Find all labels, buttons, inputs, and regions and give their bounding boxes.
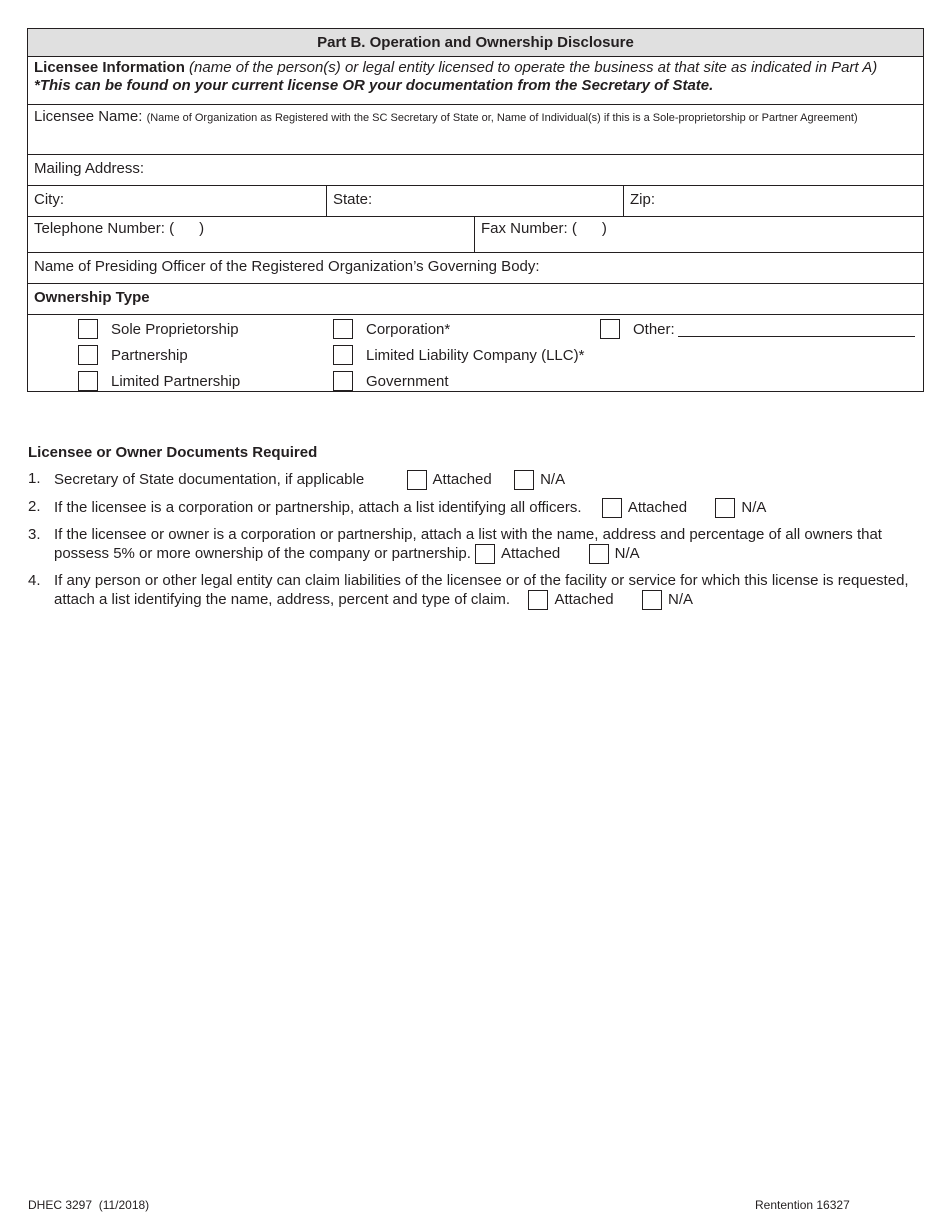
- telephone-label: Telephone Number: ( ): [34, 220, 205, 237]
- na-label: N/A: [741, 499, 767, 516]
- checkbox[interactable]: [514, 470, 534, 490]
- document-item-1: [28, 470, 918, 490]
- item-text: If the licensee is a corporation or partnership, attach a list identifying all officers.: [54, 498, 582, 516]
- na-checkbox-1[interactable]: [514, 470, 565, 490]
- checkbox[interactable]: [78, 319, 98, 339]
- checkbox[interactable]: [333, 319, 353, 339]
- attached-label: Attached: [627, 499, 688, 516]
- checkbox[interactable]: [333, 345, 353, 365]
- city-state-zip-row: [28, 186, 923, 217]
- city-label: City:: [34, 191, 64, 208]
- document-item-4: [28, 572, 918, 610]
- checkbox[interactable]: [602, 498, 622, 518]
- ownership-type-options: [28, 315, 923, 391]
- licensee-name-hint: (Name of Organization as Registered with the SC Secretary of State or, Name of Individual(s) if this is a Sole-proprietorship or Partner Agreement): [146, 112, 858, 124]
- zip-label: Zip:: [630, 191, 656, 208]
- zip-field[interactable]: [623, 186, 923, 216]
- licensee-info-heading: Licensee Information: [34, 59, 185, 76]
- na-label: N/A: [540, 471, 566, 488]
- state-label: State:: [333, 191, 373, 208]
- item-number: 4.: [28, 572, 41, 589]
- ownership-option-other[interactable]: [600, 319, 915, 339]
- licensee-name-label: Licensee Name:: [34, 108, 143, 125]
- document-item-2: [28, 498, 918, 518]
- city-field[interactable]: [28, 186, 326, 216]
- licensee-name-field[interactable]: [28, 105, 923, 155]
- retention-number: Rentention 16327: [755, 1198, 850, 1212]
- attached-checkbox-3[interactable]: [475, 544, 560, 564]
- form-title: Part B. Operation and Ownership Disclosure: [28, 29, 923, 57]
- na-checkbox-4[interactable]: [642, 590, 693, 610]
- ownership-option-llc[interactable]: [333, 345, 584, 365]
- ownership-option-sole-proprietorship[interactable]: [78, 319, 239, 339]
- option-label: Partnership: [111, 346, 188, 364]
- na-label: N/A: [614, 545, 640, 562]
- form-id: DHEC 3297 (11/2018): [28, 1198, 150, 1212]
- na-checkbox-3[interactable]: [589, 544, 640, 564]
- item-text: Secretary of State documentation, if applicable: [54, 470, 365, 488]
- option-label: Limited Partnership: [111, 372, 241, 390]
- item-number: 2.: [28, 498, 41, 515]
- option-label: Other:: [633, 320, 675, 338]
- na-label: N/A: [668, 591, 694, 608]
- licensee-info-description: (name of the person(s) or legal entity licensed to operate the business at that site as indicated in Part A): [189, 59, 878, 76]
- checkbox[interactable]: [600, 319, 620, 339]
- ownership-option-corporation[interactable]: [333, 319, 450, 339]
- option-label: Government: [366, 372, 449, 390]
- ownership-disclosure-form: [27, 28, 924, 392]
- item-text: If the licensee or owner is a corporation or partnership, attach a list with the name, address and percentage of all owners that possess 5% or more ownership of the company or partnership.: [54, 526, 882, 562]
- checkbox[interactable]: [715, 498, 735, 518]
- presiding-officer-label: Name of Presiding Officer of the Registered Organization’s Governing Body:: [34, 258, 540, 275]
- fax-field[interactable]: [474, 217, 923, 252]
- checkbox[interactable]: [333, 371, 353, 391]
- state-field[interactable]: [326, 186, 623, 216]
- attached-checkbox-4[interactable]: [528, 590, 613, 610]
- ownership-option-limited-partnership[interactable]: [78, 371, 240, 391]
- checkbox[interactable]: [407, 470, 427, 490]
- checkbox[interactable]: [528, 590, 548, 610]
- checkbox[interactable]: [78, 345, 98, 365]
- ownership-option-partnership[interactable]: [78, 345, 188, 365]
- licensee-info-row: [28, 57, 923, 105]
- mailing-address-label: Mailing Address:: [34, 160, 145, 177]
- mailing-address-field[interactable]: [28, 155, 923, 186]
- other-input-line[interactable]: [678, 322, 915, 337]
- attached-label: Attached: [501, 545, 561, 562]
- phone-fax-row: [28, 217, 923, 253]
- checkbox[interactable]: [78, 371, 98, 391]
- attached-label: Attached: [432, 471, 492, 488]
- option-label: Corporation*: [366, 320, 451, 338]
- documents-heading: Licensee or Owner Documents Required: [28, 444, 318, 461]
- checkbox[interactable]: [589, 544, 609, 564]
- item-number: 3.: [28, 526, 41, 543]
- na-checkbox-2[interactable]: [715, 498, 766, 518]
- licensee-info-note: *This can be found on your current license OR your documentation from the Secretary of State.: [34, 77, 714, 94]
- attached-label: Attached: [554, 591, 614, 608]
- option-label: Sole Proprietorship: [111, 320, 239, 338]
- presiding-officer-field[interactable]: [28, 253, 923, 284]
- document-item-3: [28, 526, 918, 564]
- attached-checkbox-1[interactable]: [407, 470, 492, 490]
- ownership-type-heading: Ownership Type: [28, 284, 923, 315]
- item-number: 1.: [28, 470, 41, 487]
- checkbox[interactable]: [642, 590, 662, 610]
- item-text: If any person or other legal entity can claim liabilities of the licensee or of the facility or service for which this license is requested, attach a list identifying the name, address, percent and type of claim.: [54, 572, 909, 608]
- ownership-option-government[interactable]: [333, 371, 449, 391]
- documents-required-section: [28, 444, 918, 618]
- telephone-field[interactable]: [28, 217, 474, 252]
- attached-checkbox-2[interactable]: [602, 498, 687, 518]
- option-label: Limited Liability Company (LLC)*: [366, 346, 585, 364]
- checkbox[interactable]: [475, 544, 495, 564]
- fax-label: Fax Number: ( ): [481, 220, 607, 237]
